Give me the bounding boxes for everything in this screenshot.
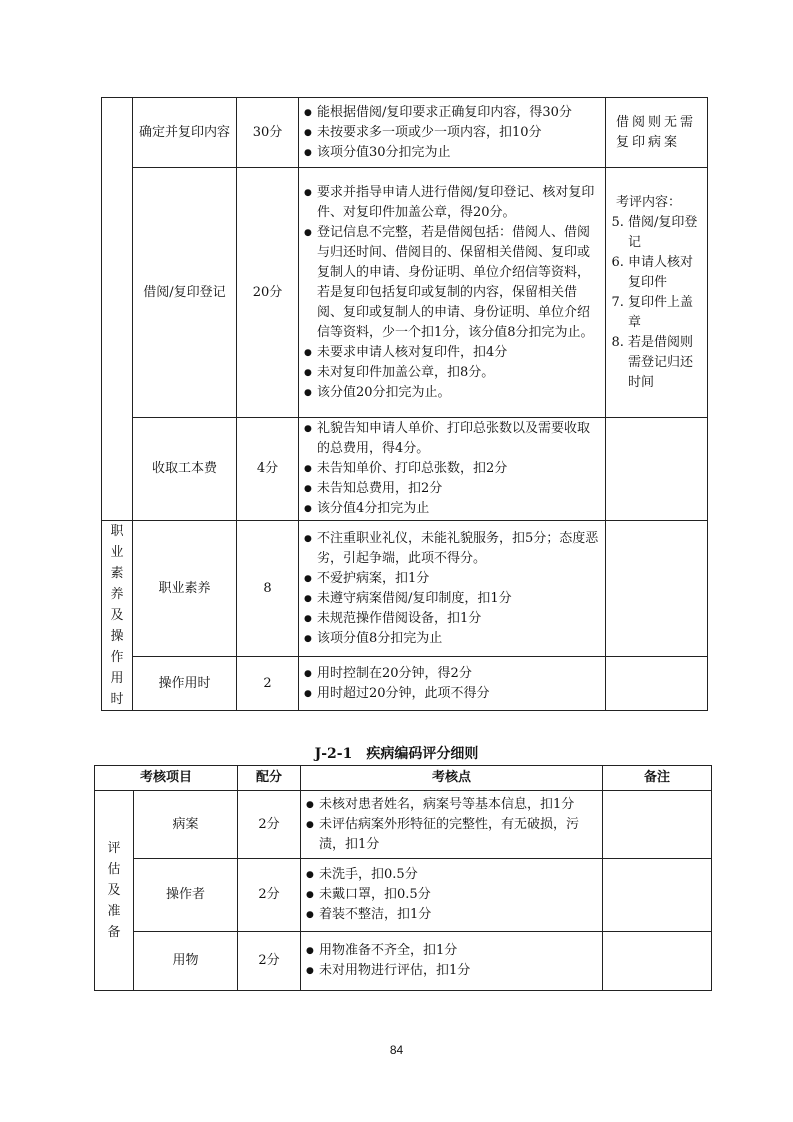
- remark-cell: [603, 932, 712, 991]
- scoring-table-continued: [101, 97, 708, 711]
- point-item: ● 该项分值30分扣完为止: [317, 143, 601, 163]
- table-row: [95, 791, 712, 859]
- remark-heading: 考评内容：: [616, 194, 682, 210]
- remark-cell: [606, 521, 708, 657]
- item-cell: 病案: [134, 791, 238, 859]
- remark-item: 7. 复印件上盖章: [628, 293, 703, 333]
- item-cell: 职业素养: [133, 521, 237, 657]
- point-item: ● 用时超过20分钟，此项不得分: [317, 684, 601, 704]
- point-item: ● 能根据借阅/复印要求正确复印内容，得30分: [317, 103, 601, 123]
- category-cell: [102, 521, 133, 711]
- remark-cell: [606, 657, 708, 711]
- score-cell: 8: [237, 521, 299, 657]
- point-item: ● 未告知单价、打印总张数，扣2分: [317, 459, 601, 479]
- points-list: [305, 865, 598, 925]
- points-list: [303, 183, 601, 403]
- point-item: ● 未评估病案外形特征的完整性，有无破损，污渍，扣1分: [319, 815, 598, 855]
- point-item: ● 未对复印件加盖公章，扣8分。: [317, 363, 601, 383]
- disease-coding-scoring-table: [94, 765, 712, 991]
- remark-item: 5. 借阅/复印登记: [628, 213, 703, 253]
- point-item: ● 礼貌告知申请人单价、打印总张数以及需要收取的总费用，得4分。: [317, 419, 601, 459]
- point-item: ● 未按要求多一项或少一项内容，扣10分: [317, 123, 601, 143]
- remark-cell: [606, 168, 708, 418]
- points-cell: [301, 859, 603, 932]
- table-title: J-2-1 疾病编码评分细则: [314, 746, 479, 762]
- points-list: [303, 103, 601, 163]
- point-item: ● 不注重职业礼仪，未能礼貌服务，扣5分；态度恶劣，引起争端，此项不得分。: [317, 529, 601, 569]
- table-row: [95, 932, 712, 991]
- point-item: ● 登记信息不完整，若是借阅包括：借阅人、借阅与归还时间、借阅目的、保留相关借阅、复印或复制人的申请、身份证明、单位介绍信等资料，若是复印包括复印或复制的内容，保留相关借阅、复印或复制人的申请、身份证明、单位介绍信等资料，少一个扣1分，该分值8分扣完为止。: [317, 223, 601, 343]
- points-list: [305, 795, 598, 855]
- point-item: ● 未对用物进行评估，扣1分: [319, 961, 598, 981]
- item-cell: 收取工本费: [133, 418, 237, 521]
- category-label: 职业素养及操作用时: [110, 524, 124, 707]
- points-list: [303, 419, 601, 519]
- table-row: [102, 521, 708, 657]
- point-item: ● 未戴口罩，扣0.5分: [319, 885, 598, 905]
- points-cell: [299, 98, 606, 168]
- item-cell: 确定并复印内容: [133, 98, 237, 168]
- points-list: [303, 529, 601, 649]
- table-header-row: [95, 766, 712, 791]
- item-cell: 操作者: [134, 859, 238, 932]
- remark-text: 借阅则无需复印病案: [616, 114, 697, 150]
- score-cell: 2分: [238, 791, 301, 859]
- table-row: [102, 657, 708, 711]
- page-number: 84: [389, 1043, 404, 1057]
- points-cell: [301, 791, 603, 859]
- points-cell: [301, 932, 603, 991]
- header-item: 考核项目: [95, 766, 238, 791]
- point-item: ● 未洗手，扣0.5分: [319, 865, 598, 885]
- score-cell: 2分: [238, 859, 301, 932]
- remark-cell: [606, 98, 708, 168]
- header-remark: 备注: [603, 766, 712, 791]
- header-points: 考核点: [301, 766, 603, 791]
- table-row: [95, 859, 712, 932]
- table-row: [102, 418, 708, 521]
- point-item: ● 未规范操作借阅设备，扣1分: [317, 609, 601, 629]
- point-item: ● 该分值20分扣完为止。: [317, 383, 601, 403]
- points-cell: [299, 521, 606, 657]
- point-item: ● 着装不整洁，扣1分: [319, 905, 598, 925]
- table-row: [102, 168, 708, 418]
- remark-list: [610, 213, 703, 393]
- points-list: [305, 941, 598, 981]
- point-item: ● 不爱护病案，扣1分: [317, 569, 601, 589]
- category-cell: [102, 98, 133, 521]
- point-item: ● 该项分值8分扣完为止: [317, 629, 601, 649]
- item-cell: 借阅/复印登记: [133, 168, 237, 418]
- remark-cell: [603, 791, 712, 859]
- remark-item: 6. 申请人核对复印件: [628, 253, 703, 293]
- score-cell: 2: [237, 657, 299, 711]
- points-list: [303, 664, 601, 704]
- score-cell: 30分: [237, 98, 299, 168]
- point-item: ● 未要求申请人核对复印件，扣4分: [317, 343, 601, 363]
- points-cell: [299, 418, 606, 521]
- item-cell: 操作用时: [133, 657, 237, 711]
- score-cell: 20分: [237, 168, 299, 418]
- point-item: ● 未核对患者姓名，病案号等基本信息，扣1分: [319, 795, 598, 815]
- point-item: ● 要求并指导申请人进行借阅/复印登记、核对复印件、对复印件加盖公章，得20分。: [317, 183, 601, 223]
- points-cell: [299, 168, 606, 418]
- score-cell: 4分: [237, 418, 299, 521]
- points-cell: [299, 657, 606, 711]
- point-item: ● 未告知总费用，扣2分: [317, 479, 601, 499]
- point-item: ● 该分值4分扣完为止: [317, 499, 601, 519]
- point-item: ● 用物准备不齐全，扣1分: [319, 941, 598, 961]
- category-cell: [95, 791, 134, 991]
- point-item: ● 未遵守病案借阅/复印制度，扣1分: [317, 589, 601, 609]
- remark-cell: [603, 859, 712, 932]
- point-item: ● 用时控制在20分钟，得2分: [317, 664, 601, 684]
- item-cell: 用物: [134, 932, 238, 991]
- remark-item: 8. 若是借阅则需登记归还时间: [628, 333, 703, 393]
- score-cell: 2分: [238, 932, 301, 991]
- category-label: 评估及准备: [107, 841, 121, 940]
- header-score: 配分: [238, 766, 301, 791]
- remark-cell: [606, 418, 708, 521]
- table-row: [102, 98, 708, 168]
